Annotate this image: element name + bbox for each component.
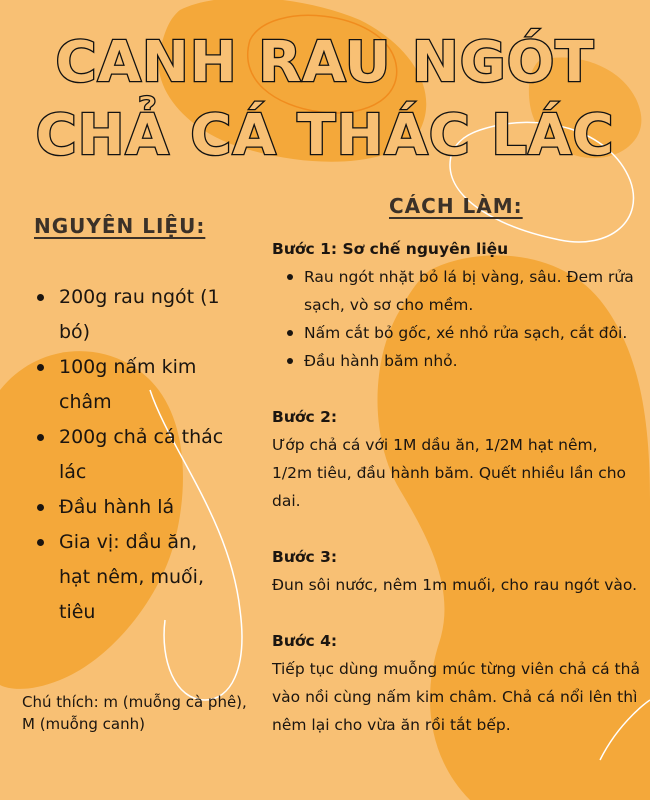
ingredients-list	[35, 280, 225, 630]
method-steps	[272, 235, 642, 767]
method-heading: CÁCH LÀM:	[389, 194, 523, 218]
unit-note: Chú thích: m (muỗng cà phê), M (muỗng canh)	[22, 693, 247, 733]
ingredient-item: 200g rau ngót (1 bó)	[35, 280, 225, 350]
title-line-2: CHẢ CÁ THÁC LÁC	[35, 103, 615, 168]
ingredient-item: Đầu hành lá	[35, 490, 225, 525]
step-title: Bước 2:	[272, 408, 338, 426]
ingredient-item: 100g nấm kim châm	[35, 350, 225, 420]
step-text: Đun sôi nước, nêm 1m muối, cho rau ngót vào.	[272, 576, 638, 594]
step-3	[272, 543, 642, 599]
step-title: Bước 4:	[272, 632, 338, 650]
step-title: Bước 3:	[272, 548, 338, 566]
step-title: Bước 1: Sơ chế nguyên liệu	[272, 240, 509, 258]
ingredients-heading: NGUYÊN LIỆU:	[34, 214, 206, 238]
step-bullet: Rau ngót nhặt bỏ lá bị vàng, sâu. Đem rửa sạch, vò sơ cho mềm.	[286, 263, 642, 319]
step-bullet: Nấm cắt bỏ gốc, xé nhỏ rửa sạch, cắt đôi.	[286, 319, 642, 347]
ingredient-item: Gia vị: dầu ăn, hạt nêm, muối, tiêu	[35, 525, 225, 630]
step-4	[272, 627, 642, 739]
step-bullet: Đầu hành băm nhỏ.	[286, 347, 642, 375]
step-2	[272, 403, 642, 515]
step-text: Tiếp tục dùng muỗng múc từng viên chả cá thả vào nồi cùng nấm kim châm. Chả cá nổi lên thì nêm lại cho vừa ăn rồi tắt bếp.	[272, 660, 640, 734]
ingredient-item: 200g chả cá thác lác	[35, 420, 225, 490]
title-line-1: CANH RAU NGÓT	[55, 30, 595, 95]
step-bullets	[272, 263, 642, 375]
step-text: Ướp chả cá với 1M dầu ăn, 1/2M hạt nêm, 1/2m tiêu, đầu hành băm. Quết nhiều lần cho dai.	[272, 436, 627, 510]
step-1	[272, 235, 642, 375]
